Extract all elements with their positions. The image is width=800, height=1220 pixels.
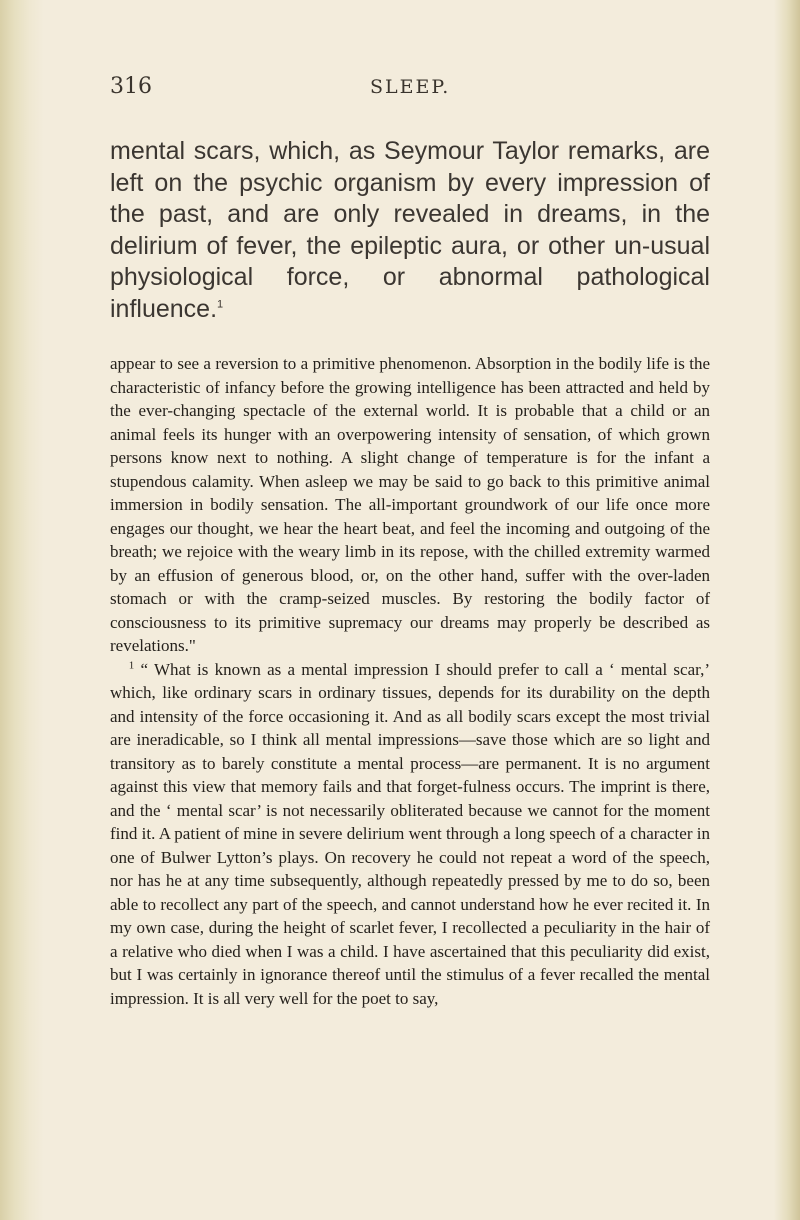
book-edge-right bbox=[774, 0, 800, 1220]
book-gutter-left bbox=[0, 0, 44, 1220]
quoted-passage bbox=[110, 136, 710, 325]
book-page bbox=[110, 74, 710, 1010]
footnote-reference: 1 bbox=[217, 298, 224, 311]
footnote-marker: 1 bbox=[128, 658, 135, 671]
footnote-text: “ What is known as a mental impression I should prefer to call a ‘ mental scar,’ which, like ordinary scars in ordinary tissues, depends for its durability on the depth and intensity of the force occasioning it. And as all bodily scars except the most trivial are ineradicable, so I think all mental impressions—save those which are so light and transitory as to barely constitute a mental process—are permanent. It is no argument against this view that memory fails and that forget-fulness occurs. The imprint is there, and the ‘ mental scar’ is not necessarily obliterated because we cannot for the moment find it. A patient of mine in severe delirium went through a long speech of a character in one of Bulwer Lytton’s plays. On recovery he could not repeat a word of the speech, nor has he at any time subsequently, although repeatedly pressed by me to do so, been able to recollect any part of the speech, and cannot understand how he ever recited it. In my own case, during the height of scarlet fever, I recollected a peculiarity in the hair of a relative who died when I was a child. I have ascertained that this peculiarity did exist, but I was certainly in ignorance thereof until the stimulus of a fever recalled the mental impression. It is all very well for the poet to say, bbox=[110, 659, 711, 1008]
body-paragraph: appear to see a reversion to a primitive phenomenon. Absorption in the bodily life is the characteristic of infancy before the growing intelligence has been attracted and held by the ever-changing spectacle of the external world. It is probable that a child or an animal feels its hunger with an overpowering intensity of sensation, of which grown persons know next to nothing. A slight change of temperature is for the infant a stupendous calamity. When asleep we may be said to go back to this primitive animal immersion in bodily sensation. The all-important groundwork of our life once more engages our thought, we hear the heart beat, and feel the incoming and outgoing of the breath; we rejoice with the weary limb in its repose, with the chilled extremity warmed by an effusion of generous blood, or, on the other hand, suffer with the over-laden stomach or with the cramp-seized muscles. By restoring the bodily factor of consciousness to its primitive supremacy our dreams may properly be described as revelations." bbox=[110, 354, 710, 655]
body-text bbox=[110, 352, 710, 1010]
running-head bbox=[110, 74, 710, 114]
section-title: SLEEP. bbox=[370, 76, 451, 98]
footnote bbox=[110, 658, 710, 1011]
page-number: 316 bbox=[110, 74, 152, 99]
quoted-passage-text: mental scars, which, as Seymour Taylor remarks, are left on the psychic organism by every impression of the past, and are only revealed in dreams, in the delirium of fever, the epileptic aura, or other un-usual physiological force, or abnormal pathological influence. bbox=[110, 137, 710, 323]
